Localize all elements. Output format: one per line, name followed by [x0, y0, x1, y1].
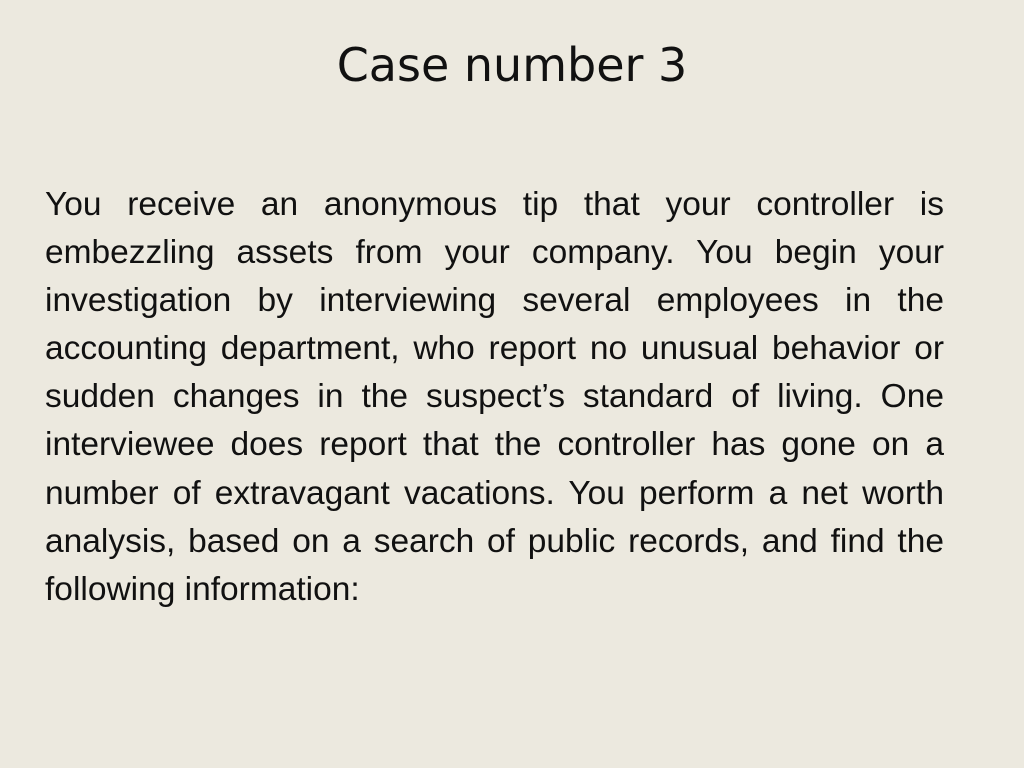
slide-title: Case number 3 [336, 38, 688, 92]
slide-body-text: You receive an anonymous tip that your controller is embezzling assets from your company. You begin your investigation by interviewing several employees in the accounting department, who report no unusual behavior or sudden changes in the suspect’s standard of living. One interviewee does report that the controller has gone on a number of extravagant vacations. You perform a net worth analysis, based on a search of public records, and find the following information: [45, 186, 944, 608]
